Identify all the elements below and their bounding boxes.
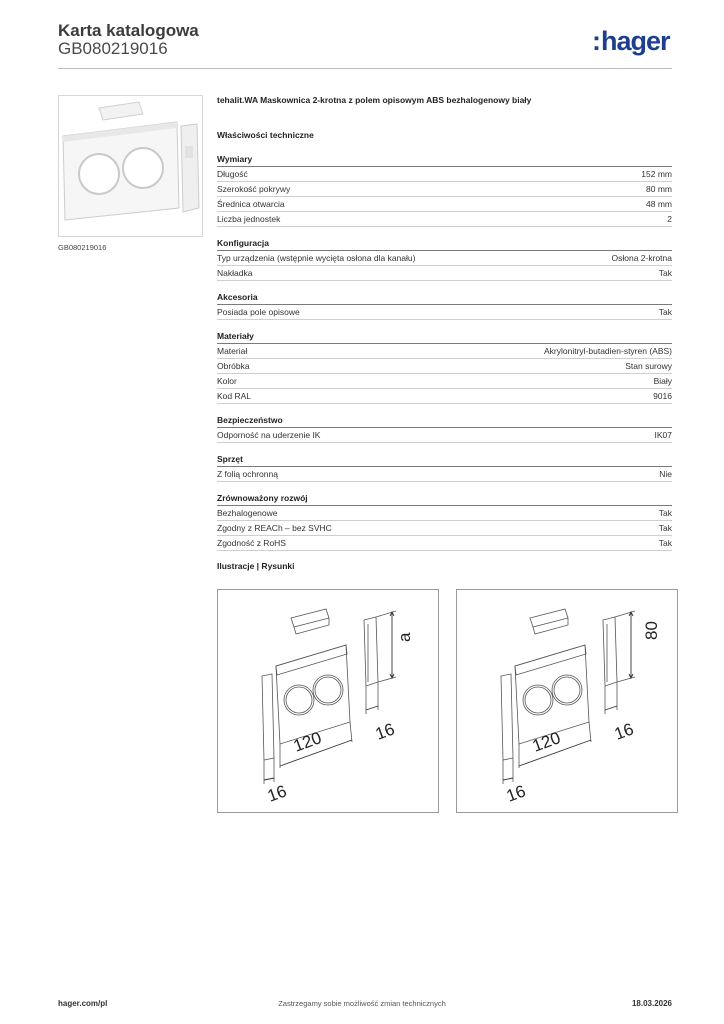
- document-title: Karta katalogowa: [58, 21, 199, 40]
- property-value: Tak: [658, 268, 672, 278]
- footer-date: 18.03.2026: [631, 999, 672, 1008]
- property-row: [217, 521, 672, 536]
- dimension-bottom-label: 16: [264, 781, 290, 806]
- property-value: Tak: [658, 307, 672, 317]
- header-divider: [58, 68, 672, 69]
- property-label: Zgodny z REACh – bez SVHC: [217, 523, 332, 533]
- property-value: Osłona 2-krotna: [611, 253, 672, 263]
- section-title: Sprzęt: [217, 453, 672, 467]
- property-row: [217, 167, 672, 182]
- property-label: Zgodność z RoHS: [217, 538, 286, 548]
- property-value: 152 mm: [641, 169, 672, 179]
- property-label: Z folią ochronną: [217, 469, 278, 479]
- dimension-bottom-label: 16: [503, 781, 529, 806]
- property-value: 48 mm: [646, 199, 672, 209]
- section-title: Materiały: [217, 330, 672, 344]
- property-value: Tak: [658, 508, 672, 518]
- property-value: IK07: [654, 430, 672, 440]
- property-value: 80 mm: [646, 184, 672, 194]
- property-label: Długość: [217, 169, 248, 179]
- property-row: [217, 212, 672, 227]
- property-row: [217, 374, 672, 389]
- section-title: Akcesoria: [217, 291, 672, 305]
- illustrations-heading: Ilustracje | Rysunki: [217, 561, 295, 571]
- property-value: 9016: [653, 391, 672, 401]
- property-section: [217, 414, 672, 443]
- property-section: [217, 291, 672, 320]
- property-value: Nie: [659, 469, 672, 479]
- property-label: Posiada pole opisowe: [217, 307, 300, 317]
- property-label: Typ urządzenia (wstępnie wycięta osłona dla kanału): [217, 253, 416, 263]
- property-label: Odporność na uderzenie IK: [217, 430, 321, 440]
- section-title: Konfiguracja: [217, 237, 672, 251]
- dimension-side-label: 16: [611, 719, 637, 744]
- technical-drawing-2: [456, 589, 678, 813]
- dimension-length-label: 120: [290, 728, 325, 756]
- property-row: [217, 197, 672, 212]
- property-row: [217, 389, 672, 404]
- technical-drawing-1: [217, 589, 439, 813]
- footer-disclaimer: Zastrzegamy sobie możliwość zmian technicznych: [278, 999, 446, 1008]
- property-row: [217, 305, 672, 320]
- property-label: Materiał: [217, 346, 248, 356]
- section-title: Wymiary: [217, 153, 672, 167]
- product-title: tehalit.WA Maskownica 2-krotna z polem opisowym ABS bezhalogenowy biały: [217, 95, 532, 105]
- property-row: [217, 182, 672, 197]
- property-row: [217, 536, 672, 551]
- properties-sections: [217, 153, 672, 551]
- property-value: 2: [667, 214, 672, 224]
- dimension-side-label: 16: [372, 719, 398, 744]
- property-section: [217, 492, 672, 551]
- dimension-length-label: 120: [529, 728, 564, 756]
- property-label: Bezhalogenowe: [217, 508, 278, 518]
- property-section: [217, 453, 672, 482]
- footer-website-link[interactable]: hager.com/pl: [58, 999, 108, 1008]
- property-value: Biały: [653, 376, 672, 386]
- property-value: Tak: [658, 523, 672, 533]
- hager-logo: :hager: [592, 26, 670, 56]
- section-title: Zrównoważony rozwój: [217, 492, 672, 506]
- property-row: [217, 344, 672, 359]
- product-code: GB080219016: [58, 39, 168, 58]
- properties-panel: [217, 95, 672, 571]
- product-image: [58, 95, 203, 237]
- section-title: Bezpieczeństwo: [217, 414, 672, 428]
- property-section: [217, 330, 672, 404]
- property-label: Kod RAL: [217, 391, 252, 401]
- product-image-caption: GB080219016: [58, 243, 107, 252]
- property-label: Nakładka: [217, 268, 253, 278]
- property-value: Tak: [658, 538, 672, 548]
- property-row: [217, 428, 672, 443]
- property-row: [217, 467, 672, 482]
- dimension-height-label: 80: [642, 621, 661, 640]
- property-label: Kolor: [217, 376, 237, 386]
- property-row: [217, 266, 672, 281]
- property-row: [217, 251, 672, 266]
- property-row: [217, 359, 672, 374]
- property-label: Liczba jednostek: [217, 214, 281, 224]
- dimension-height-label: a: [395, 632, 414, 642]
- property-label: Średnica otwarcia: [217, 199, 285, 209]
- property-label: Szerokość pokrywy: [217, 184, 291, 194]
- property-row: [217, 506, 672, 521]
- properties-heading: Właściwości techniczne: [217, 130, 314, 140]
- property-section: [217, 237, 672, 281]
- property-section: [217, 153, 672, 227]
- property-label: Obróbka: [217, 361, 250, 371]
- property-value: Stan surowy: [625, 361, 672, 371]
- property-value: Akrylonitryl-butadien-styren (ABS): [543, 346, 672, 356]
